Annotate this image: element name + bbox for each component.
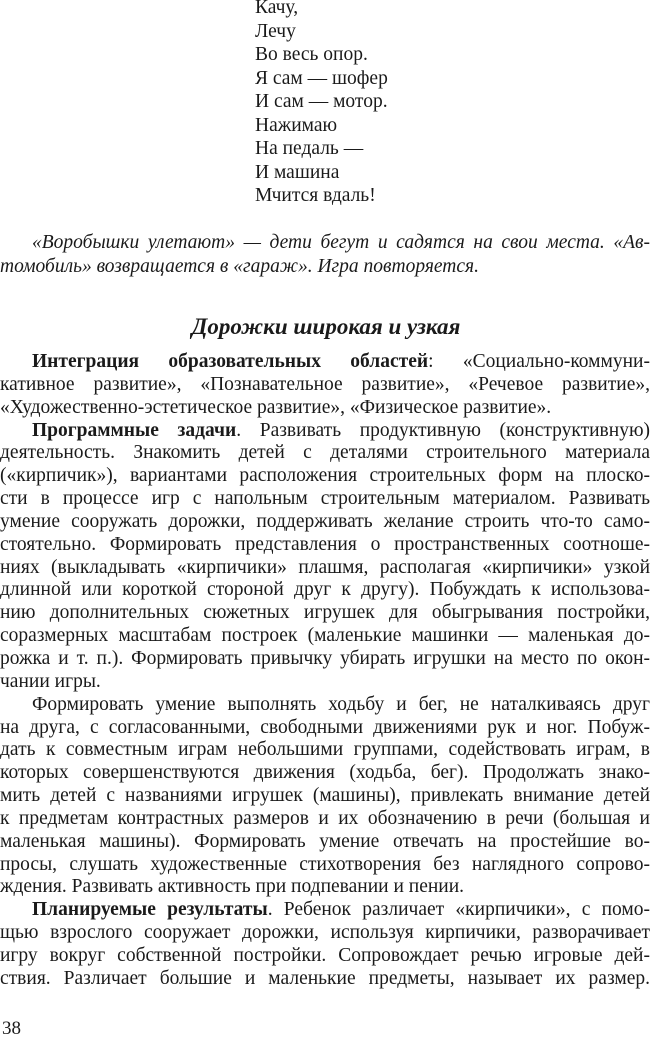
paragraph-lead: Планируемые результаты — [32, 899, 268, 921]
line-text: чании игры. — [0, 670, 101, 692]
paragraph-line — [0, 899, 650, 922]
paragraph-line — [0, 465, 650, 488]
line-text: . Ребенок различает «кирпичики», с помо- — [267, 899, 650, 921]
line-text: кативное развитие», «Познавательное развитие», «Речевое развитие», — [0, 373, 650, 395]
paragraph-line — [0, 374, 650, 397]
paragraph-lead: Интеграция образовательных областей — [32, 351, 429, 372]
paragraph-line — [0, 831, 650, 854]
line-text: дать к совместным играм небольшими группами, содействовать играм, в — [0, 739, 650, 761]
line-text: «Художественно-эстетическое развитие», «Физическое развитие». — [0, 396, 552, 418]
paragraph-line — [0, 717, 650, 740]
paragraph-line — [0, 442, 650, 465]
poem-line: Лечу — [255, 20, 296, 42]
paragraph — [0, 420, 650, 694]
paragraph-line — [0, 762, 650, 785]
paragraph-line — [0, 739, 650, 762]
paragraph-line — [0, 534, 650, 557]
italic-line: «Воробышки улетают» — дети бегут и садятся на свои места. «Ав- — [32, 232, 650, 253]
game-instruction — [0, 231, 650, 279]
paragraph-line — [0, 968, 650, 991]
paragraph — [0, 694, 650, 900]
paragraph-line — [0, 785, 650, 808]
line-text: . Развивать продуктивную (конструктивную) — [236, 419, 651, 441]
paragraph-line — [0, 648, 650, 671]
italic-line: томобиль» возвращается в «гараж». Игра повторяется. — [0, 256, 479, 277]
paragraph-line — [0, 945, 650, 968]
line-text: к предметам контрастных размеров и их обозначению в речи (большая и — [0, 807, 650, 829]
paragraph — [0, 351, 650, 420]
poem-line: Качу, — [255, 0, 299, 18]
line-text: маленькая машины). Формировать умение отвечать на простейшие во- — [0, 830, 650, 852]
line-text: рожка и т. п.). Формировать привычку убирать игрушки на место по окон- — [0, 647, 650, 669]
poem-line: И машина — [255, 161, 340, 183]
poem-line: И сам — мотор. — [255, 91, 388, 112]
line-text: мить детей с названиями игрушек (машины), привлекать внимание детей — [0, 785, 650, 807]
line-text: умение сооружать дорожки, поддерживать желание строить что-то само- — [0, 510, 650, 532]
paragraph-lead: Программные задачи — [32, 419, 237, 441]
line-text: ниях (выкладывать «кирпичики» плашмя, располагая «кирпичики» узкой — [0, 556, 650, 578]
paragraph-line — [0, 579, 650, 602]
paragraph-line — [0, 625, 650, 648]
paragraph-line — [0, 602, 650, 625]
paragraph-line — [0, 397, 650, 420]
line-text: игру вокруг собственной постройки. Сопровождает речью игровые дей- — [0, 944, 650, 966]
line-text: на друга, с согласованными, свободными движениями рук и ног. Побуж- — [0, 716, 650, 738]
paragraph-line — [0, 808, 650, 831]
paragraph — [0, 899, 650, 990]
paragraph-line — [0, 511, 650, 534]
line-text: нию дополнительных сюжетных игрушек для обыгрывания постройки, — [0, 602, 650, 624]
paragraph-line — [0, 557, 650, 580]
paragraph-line — [0, 922, 650, 945]
paragraph-line — [0, 488, 650, 511]
line-text: деятельность. Знакомить детей с деталями строительного материала — [0, 442, 650, 464]
paragraph-line — [0, 854, 650, 877]
line-text: ждения. Развивать активность при подпевании и пении. — [0, 876, 465, 898]
line-text: стоятельно. Формировать представления о пространственных соотноше- — [0, 533, 650, 555]
line-text: длинной или короткой стороной друг к другу). Побуждать к использова- — [0, 579, 650, 601]
paragraph-line — [0, 876, 650, 899]
section-title: Дорожки широкая и узкая — [191, 314, 461, 339]
line-text: Формировать умение выполнять ходьбу и бег, не наталкиваясь друг — [32, 693, 650, 715]
poem-line: Во весь опор. — [255, 44, 368, 65]
line-text: («кирпичик»), вариантами расположения строительных форм на плоско- — [0, 465, 650, 487]
page-number: 38 — [2, 1018, 21, 1039]
line-text: просы, слушать художественные стихотворения без наглядного сопрово- — [0, 853, 650, 875]
line-text: ствия. Различает большие и маленькие предметы, называет их размер. — [0, 967, 650, 989]
line-text: которых совершенствуются движения (ходьба, бег). Продолжать знако- — [0, 762, 650, 784]
line-text: сти в процессе игр с напольным строительным материалом. Развивать — [0, 488, 650, 510]
line-text: : «Социально-коммуни- — [428, 351, 650, 372]
paragraph-line — [0, 420, 650, 443]
line-text: щью взрослого сооружает дорожки, используя кирпичики, разворачивает — [0, 922, 650, 944]
paragraph-line — [0, 351, 650, 374]
poem-line: Нажимаю — [255, 114, 338, 136]
paragraph-line — [0, 671, 650, 694]
section-body — [0, 351, 650, 991]
line-text: соразмерных масштабам построек (маленькие машинки — маленькая до- — [0, 625, 650, 647]
poem — [255, 0, 388, 208]
poem-line: На педаль — — [255, 138, 364, 159]
poem-line: Мчится вдаль! — [255, 185, 376, 206]
paragraph-line — [0, 694, 650, 717]
poem-line: Я сам — шофер — [255, 67, 388, 89]
